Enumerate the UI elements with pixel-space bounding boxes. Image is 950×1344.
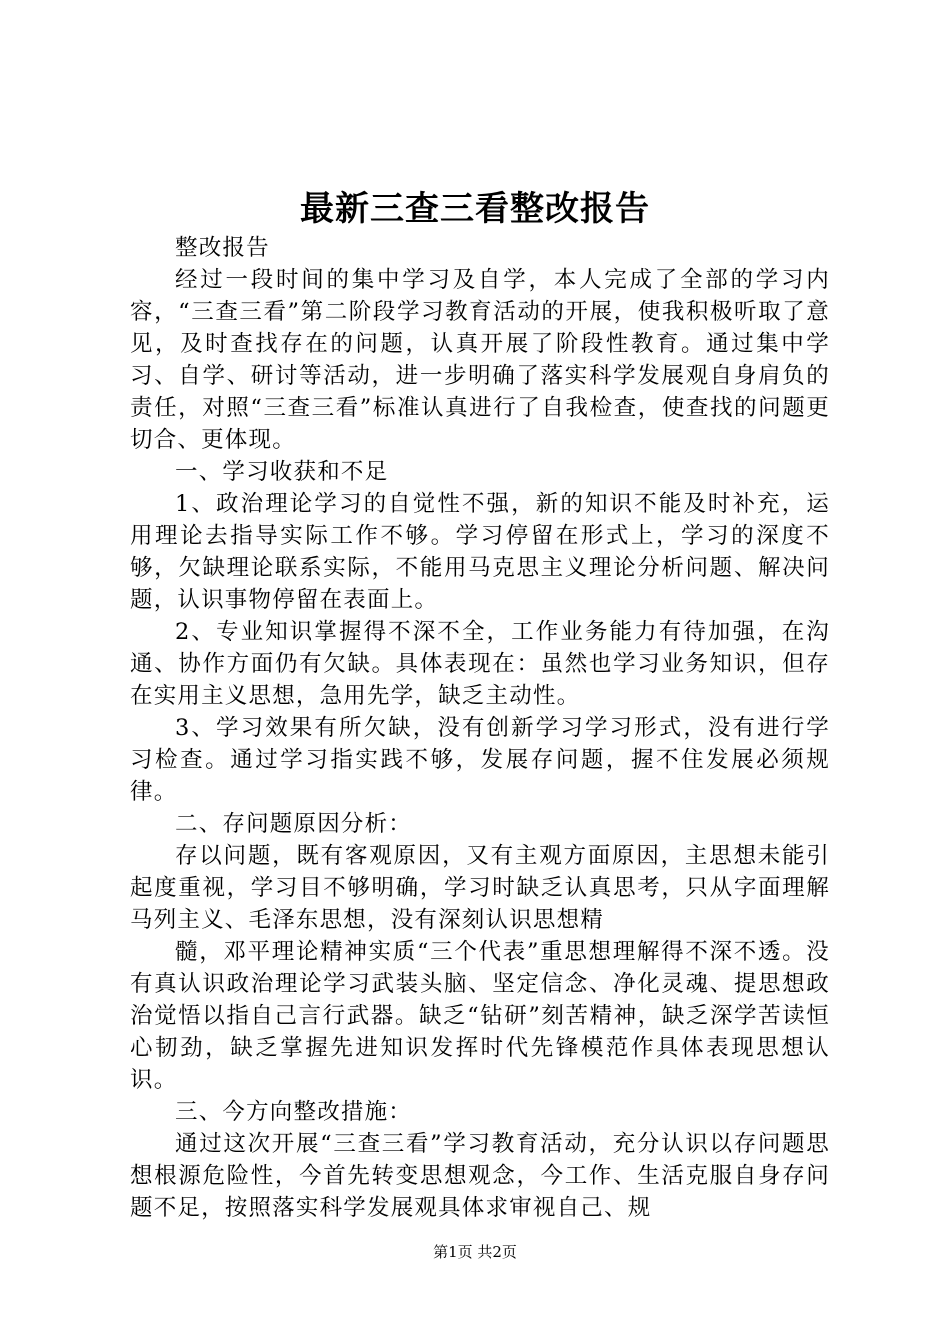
page-footer: 第1页 共2页 (433, 1243, 517, 1261)
document-title: 最新三查三看整改报告 (300, 189, 650, 229)
paragraph: 1、政治理论学习的自觉性不强，新的知识不能及时补充，运用理论去指导实际工作不够。学习停留在形式上，学习的深度不够，欠缺理论联系实际，不能用马克思主义理论分析问题、解决问题，认识事物停留在表面上。 (130, 491, 830, 613)
section-heading: 三、今方向整改措施： (175, 1099, 413, 1125)
paragraph-heading: 整改报告 (175, 235, 270, 261)
paragraph: 3、学习效果有所欠缺，没有创新学习学习形式，没有进行学习检查。通过学习指实践不够，发展存问题，握不住发展必须规律。 (130, 715, 830, 805)
paragraph: 存以问题，既有客观原因，又有主观方面原因，主思想未能引起度重视，学习目不够明确，学习时缺乏认真思考，只从字面理解马列主义、毛泽东思想，没有深刻认识思想精 (130, 843, 830, 933)
paragraph: 2、专业知识掌握得不深不全，工作业务能力有待加强，在沟通、协作方面仍有欠缺。具体表现在：虽然也学习业务知识，但存在实用主义思想，急用先学，缺乏主动性。 (130, 619, 830, 709)
paragraph: 通过这次开展“三查三看”学习教育活动，充分认识以存问题思想根源危险性，今首先转变思想观念，今工作、生活克服自身存问题不足，按照落实科学发展观具体求审视自己、规 (130, 1131, 830, 1221)
section-heading: 一、学习收获和不足 (175, 459, 389, 485)
section-heading: 二、存问题原因分析： (175, 811, 413, 837)
paragraph: 髓，邓平理论精神实质“三个代表”重思想理解得不深不透。没有真认识政治理论学习武装头脑、坚定信念、净化灵魂、提思想政治觉悟以指自己言行武器。缺乏“钻研”刻苦精神，缺乏深学苦读恒心韧劲，缺乏掌握先进知识发挥时代先锋模范作具体表现思想认识。 (130, 939, 830, 1093)
paragraph: 经过一段时间的集中学习及自学，本人完成了全部的学习内容，“三查三看”第二阶段学习教育活动的开展，使我积极听取了意见，及时查找存在的问题，认真开展了阶段性教育。通过集中学习、自学、研讨等活动，进一步明确了落实科学发展观自身肩负的责任，对照“三查三看”标准认真进行了自我检查，使查找的问题更切合、更体现。 (130, 267, 830, 453)
document-body (130, 232, 830, 1224)
